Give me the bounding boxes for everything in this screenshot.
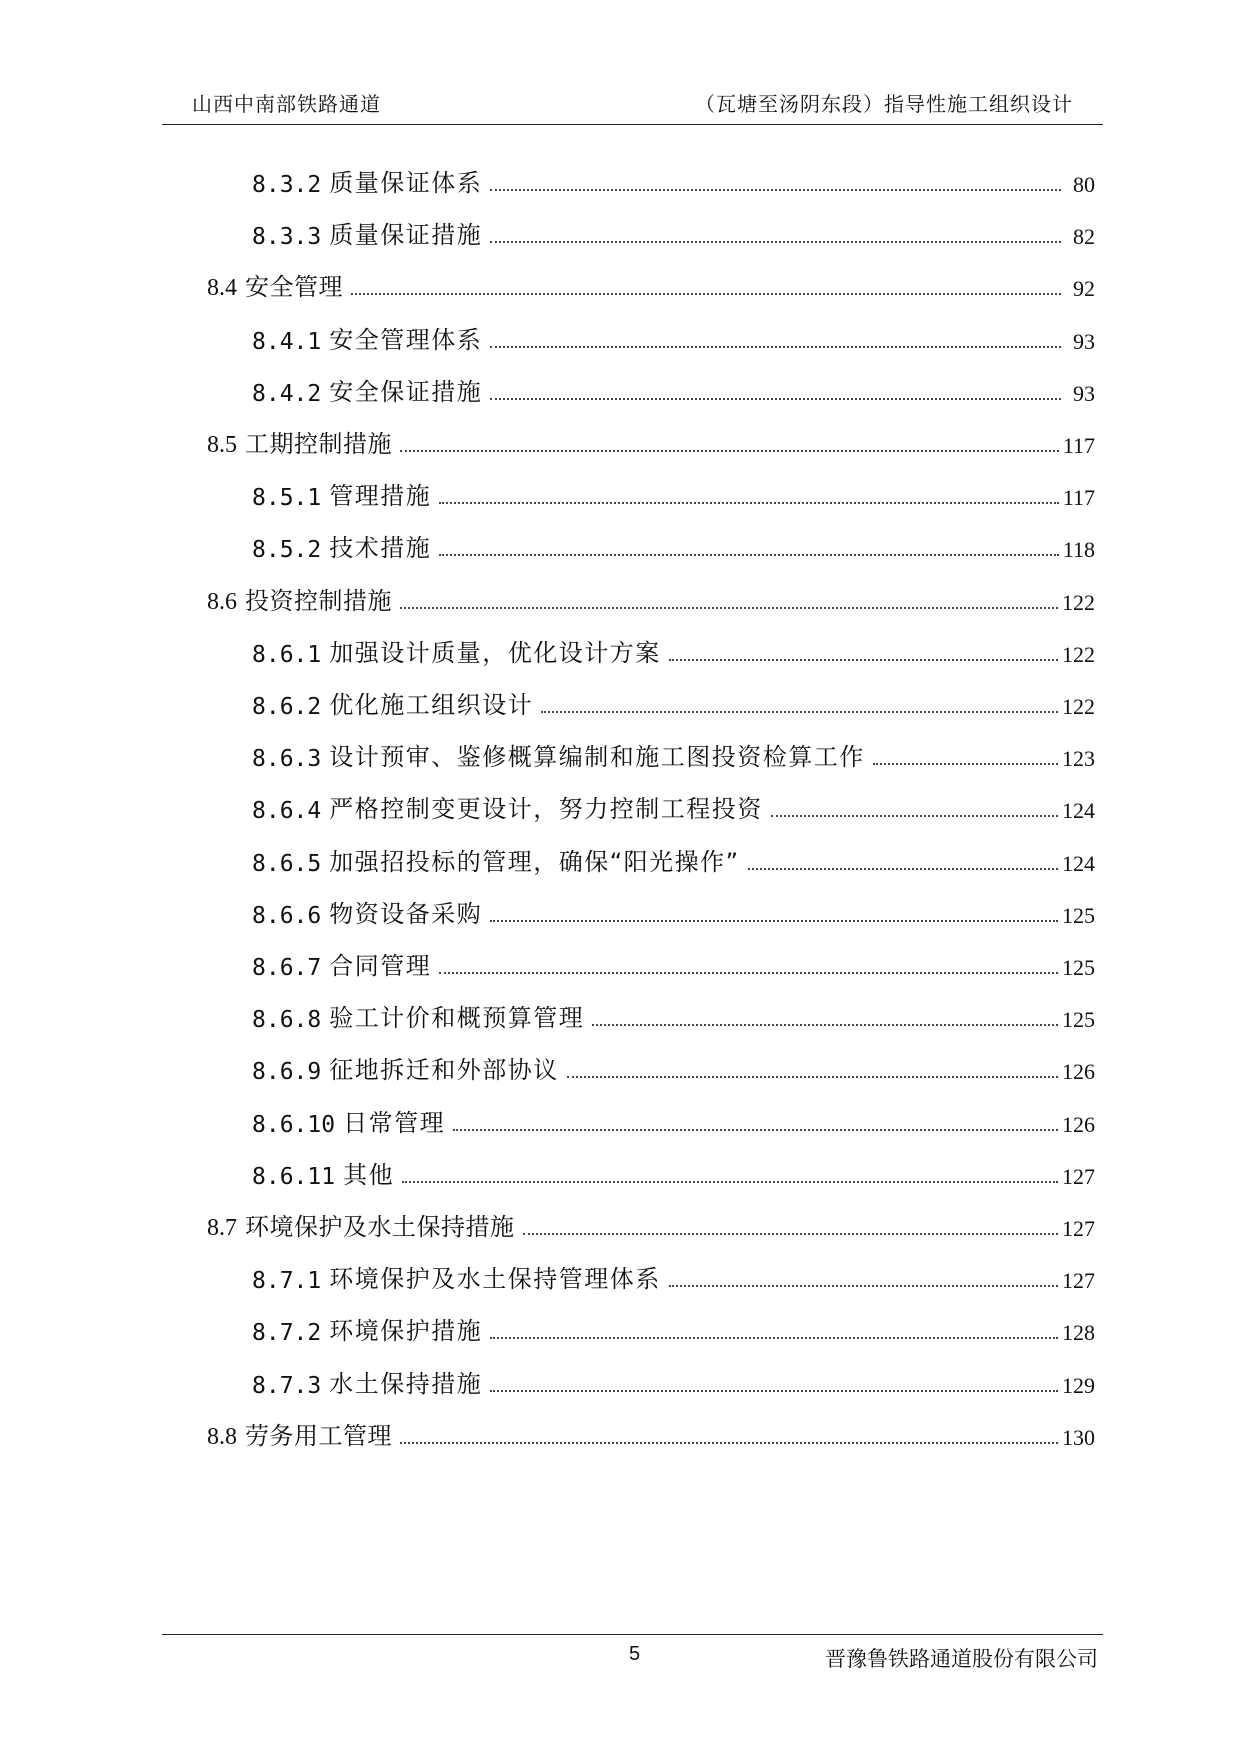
toc-entry-page-number: 117 [1062,433,1095,458]
toc-dot-leader [490,920,1058,922]
toc-entry-title: 质量保证措施 [329,221,483,250]
toc-entry-page-number: 126 [1062,1111,1095,1137]
toc-entry-number: 8.7.2 [252,1320,322,1347]
toc-dot-leader [400,607,1058,609]
toc-entry[interactable] [252,210,1095,250]
toc-entry[interactable] [252,1306,1095,1346]
toc-entry[interactable] [252,158,1095,198]
toc-dot-leader [490,1337,1058,1339]
toc-dot-leader [490,346,1061,348]
toc-entry-page-number: 80 [1073,172,1095,197]
toc-dot-leader [567,1076,1058,1078]
toc-entry-title: 设计预审、鉴修概算编制和施工图投资检算工作 [329,743,865,772]
toc-dot-leader [771,815,1058,817]
toc-entry-number: 8.6.4 [252,798,322,825]
toc-dot-leader [490,398,1061,400]
toc-entry[interactable] [207,576,1095,616]
toc-entry-number: 8.6.11 [252,1163,336,1190]
toc-entry[interactable] [252,1150,1095,1190]
toc-entry-number: 8.8 [207,1423,237,1450]
toc-entry-title: 技术措施 [329,534,432,563]
toc-entry-number: 8.6.1 [252,641,322,668]
toc-entry-title: 环境保护及水土保持措施 [245,1213,515,1241]
toc-entry[interactable] [252,837,1095,877]
toc-entry-page-number: 124 [1062,798,1095,824]
toc-entry-page-number: 93 [1073,328,1095,354]
toc-entry-page-number: 124 [1062,850,1095,876]
toc-entry-title: 其他 [343,1160,395,1189]
toc-dot-leader [351,293,1061,295]
toc-entry[interactable] [252,993,1095,1033]
toc-entry-title: 安全保证措施 [329,377,483,406]
toc-entry-number: 8.6.9 [252,1059,322,1086]
footer-page-number: 5 [629,1643,641,1665]
toc-dot-leader [400,450,1059,452]
page-header [162,88,1103,124]
toc-entry-page-number: 123 [1062,746,1095,772]
toc-entry-title: 验工计价和概预算管理 [329,1004,585,1033]
toc-entry-number: 8.6.3 [252,746,322,773]
toc-entry[interactable] [252,1045,1095,1085]
toc-dot-leader [439,502,1059,504]
toc-entry-page-number: 122 [1062,641,1095,667]
toc-entry-number: 8.7.1 [252,1268,322,1295]
toc-entry-number: 8.5.2 [252,537,322,564]
toc-entry[interactable] [252,471,1095,511]
toc-entry[interactable] [207,1202,1095,1242]
toc-entry-number: 8.7 [207,1215,237,1241]
toc-entry[interactable] [252,784,1095,824]
toc-entry-page-number: 130 [1062,1424,1095,1450]
toc-entry-title: 严格控制变更设计，努力控制工程投资 [329,795,763,824]
toc-entry-title: 优化施工组织设计 [329,691,534,719]
toc-entry-title: 环境保护措施 [329,1317,483,1346]
toc-entry-title: 加强招投标的管理，确保“阳光操作” [329,847,740,876]
toc-entry[interactable] [207,419,1095,459]
toc-entry-title: 物资设备采购 [329,899,483,928]
toc-entry-title: 加强设计质量，优化设计方案 [329,638,661,667]
toc-dot-leader [490,189,1061,191]
header-project-name: 山西中南部铁路通道 [192,92,381,116]
toc-entry-number: 8.7.3 [252,1372,322,1399]
toc-entry-page-number: 122 [1062,589,1095,615]
toc-entry-number: 8.5.1 [252,485,322,512]
header-document-title: （瓦塘至汤阴东段）指导性施工组织设计 [695,92,1073,116]
toc-entry-title: 水土保持措施 [329,1369,483,1398]
toc-dot-leader [748,868,1058,870]
toc-entry-number: 8.6.8 [252,1007,322,1034]
toc-entry-page-number: 122 [1062,694,1095,719]
toc-entry[interactable] [207,262,1095,302]
toc-entry-number: 8.6.10 [252,1111,336,1138]
toc-entry-page-number: 125 [1062,1007,1095,1033]
toc-entry-number: 8.4 [207,275,237,302]
toc-entry-number: 8.6.6 [252,902,322,929]
toc-entry-page-number: 127 [1062,1268,1095,1294]
toc-entry[interactable] [252,1359,1095,1399]
toc-entry-title: 合同管理 [329,952,432,980]
toc-dot-leader [453,1129,1058,1131]
toc-entry-number: 8.3.2 [252,172,322,198]
toc-entry[interactable] [207,1411,1095,1451]
toc-dot-leader [541,711,1058,713]
toc-entry-number: 8.4.2 [252,380,322,407]
toc-dot-leader [523,1233,1059,1235]
toc-entry-page-number: 82 [1073,224,1095,250]
toc-entry-title: 投资控制措施 [245,586,392,615]
footer-company-name: 晋豫鲁铁路通道股份有限公司 [825,1647,1098,1671]
toc-entry-number: 8.6.7 [252,955,322,981]
toc-entry-title: 质量保证体系 [329,169,483,197]
toc-entry[interactable] [252,628,1095,668]
toc-dot-leader [490,1390,1058,1392]
toc-entry-title: 征地拆迁和外部协议 [329,1056,559,1085]
toc-entry-page-number: 117 [1062,485,1095,511]
toc-entry[interactable] [252,941,1095,981]
toc-entry-number: 8.5 [207,432,237,458]
toc-dot-leader [439,972,1058,974]
toc-entry[interactable] [252,315,1095,355]
toc-entry[interactable] [252,523,1095,563]
toc-entry-number: 8.6.5 [252,850,322,877]
toc-dot-leader [402,1181,1058,1183]
toc-entry[interactable] [252,367,1095,407]
toc-dot-leader [592,1024,1058,1026]
toc-entry-number: 8.4.1 [252,328,322,355]
toc-entry-page-number: 92 [1073,276,1095,302]
toc-entry-title: 安全管理体系 [329,325,483,354]
toc-entry-title: 劳务用工管理 [245,1421,392,1450]
header-divider [162,124,1103,125]
footer-divider [162,1634,1103,1635]
toc-entry-number: 8.3.3 [252,224,322,251]
toc-entry-number: 8.6 [207,588,237,615]
toc-entry-page-number: 125 [1062,902,1095,928]
toc-entry-page-number: 127 [1062,1163,1095,1189]
toc-dot-leader [439,554,1059,556]
toc-dot-leader [669,659,1058,661]
toc-entry-page-number: 129 [1062,1372,1095,1398]
toc-entry[interactable] [252,889,1095,929]
toc-entry-number: 8.6.2 [252,694,322,720]
toc-entry[interactable] [252,732,1095,772]
toc-entry[interactable] [252,1254,1095,1294]
toc-entry-page-number: 118 [1062,537,1095,563]
toc-dot-leader [400,1442,1058,1444]
toc-entry-page-number: 127 [1062,1216,1095,1241]
toc-entry-page-number: 128 [1062,1320,1095,1346]
toc-dot-leader [490,241,1061,243]
toc-entry-title: 日常管理 [343,1108,446,1137]
toc-entry[interactable] [252,680,1095,720]
toc-entry-page-number: 126 [1062,1059,1095,1085]
toc-entry-title: 环境保护及水土保持管理体系 [329,1265,661,1294]
toc-entry[interactable] [252,1098,1095,1138]
toc-entry-title: 管理措施 [329,482,432,511]
toc-entry-page-number: 93 [1073,380,1095,406]
toc-entry-title: 安全管理 [245,273,343,302]
toc-dot-leader [669,1285,1058,1287]
toc-entry-page-number: 125 [1062,955,1095,980]
toc-entry-title: 工期控制措施 [245,430,392,458]
toc-dot-leader [873,763,1058,765]
